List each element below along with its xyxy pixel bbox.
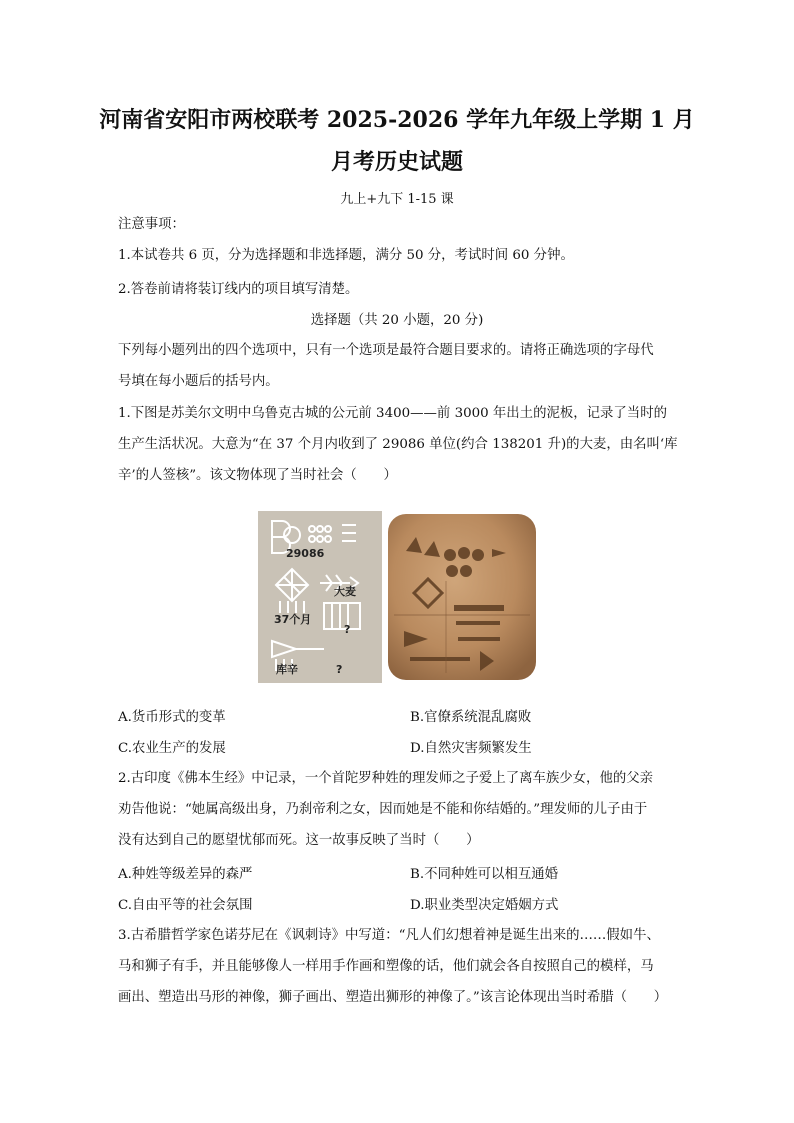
tablet-diagram <box>258 511 382 683</box>
q1-line3: 辛’的人签核”。该文物体现了当时社会（ ） <box>118 468 397 483</box>
clay-tablet-photo-icon <box>384 511 540 683</box>
q2-line1: 2.古印度《佛本生经》中记录，一个首陀罗种姓的理发师之子爱上了离车族少女，他的父亲 <box>118 771 654 786</box>
instruction-line2: 号填在每小题后的括号内。 <box>118 374 279 389</box>
q3-line3: 画出、塑造出马形的神像，狮子画出、塑造出狮形的神像了。”该言论体现出当时希腊（ ） <box>118 990 668 1005</box>
q1-option-c: C.农业生产的发展 <box>118 741 226 756</box>
q2-option-c: C.自由平等的社会氛围 <box>118 898 253 913</box>
q1-line1: 1.下图是苏美尔文明中乌鲁克古城的公元前 3400——前 3000 年出土的泥板，记录了当时的 <box>118 406 667 421</box>
q3-line2: 马和狮子有手，并且能够像人一样用手作画和塑像的话，他们就会各自按照自己的模样，马 <box>118 959 654 974</box>
exam-title-line2: 月考历史试题 <box>330 149 463 175</box>
q2-option-d: D.职业类型决定婚姻方式 <box>410 898 559 913</box>
q1-line2: 生产生活状况。大意为“在 37 个月内收到了 29086 单位(约合 138201 升)的大麦，由名叫‘库 <box>118 437 678 452</box>
label-kushim: 库辛 <box>276 663 298 676</box>
exam-scope: 九上+九下 1-15 课 <box>340 192 454 207</box>
label-barley: 大麦 <box>334 585 356 598</box>
q2-line2: 劝告他说：“她属高级出身，乃刹帝利之女，因而她是不能和你结婚的。”理发师的儿子由于 <box>118 802 648 817</box>
q2-option-b: B.不同种姓可以相互通婚 <box>410 867 559 882</box>
q1-option-d: D.自然灾害频繁发生 <box>410 741 532 756</box>
note-2: 2.答卷前请将装订线内的项目填写清楚。 <box>118 282 359 297</box>
notes-heading: 注意事项： <box>118 217 185 232</box>
label-29086: 29086 <box>286 547 325 560</box>
q2-line3: 没有达到自己的愿望忧郁而死。这一故事反映了当时（ ） <box>118 833 480 848</box>
section-title: 选择题（共 20 小题，20 分) <box>310 313 484 328</box>
tablet-photo <box>384 511 540 683</box>
q1-tablet-figure <box>258 511 540 683</box>
q2-option-a: A.种姓等级差异的森严 <box>118 867 253 882</box>
q1-option-b: B.官僚系统混乱腐败 <box>410 710 532 725</box>
label-37-months: 37个月 <box>274 613 312 626</box>
tablet-sketch-icon <box>258 511 382 683</box>
q3-line1: 3.古希腊哲学家色诺芬尼在《讽刺诗》中写道：“凡人们幻想着神是诞生出来的……假如牛、 <box>118 928 660 943</box>
label-question-a: ? <box>344 623 351 636</box>
q1-option-a: A.货币形式的变革 <box>118 710 226 725</box>
instruction-line1: 下列每小题列出的四个选项中，只有一个选项是最符合题目要求的。请将正确选项的字母代 <box>118 343 654 358</box>
exam-title-line1: 河南省安阳市两校联考 2025-2026 学年九年级上学期 1 月 <box>99 107 695 133</box>
label-question-b: ? <box>336 663 343 676</box>
note-1: 1.本试卷共 6 页，分为选择题和非选择题，满分 50 分，考试时间 60 分钟。 <box>118 248 574 263</box>
